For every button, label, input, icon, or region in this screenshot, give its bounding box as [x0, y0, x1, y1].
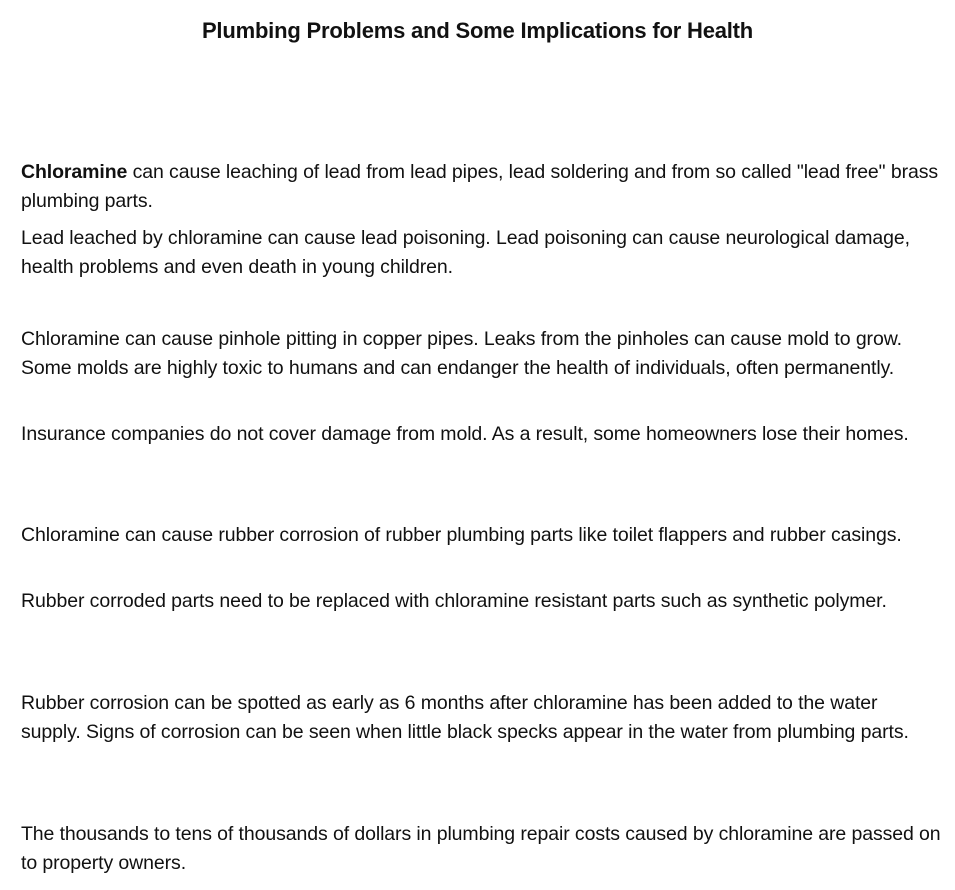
paragraph-repair-costs: The thousands to tens of thousands of dollars in plumbing repair costs caused by chloramine are passed on to property owners. — [21, 823, 941, 874]
paragraph-rubber-corrosion: Chloramine can cause rubber corrosion of rubber plumbing parts like toilet flappers and rubber casings. — [21, 524, 902, 546]
page-title: Plumbing Problems and Some Implications for Health — [201, 18, 754, 43]
paragraph-lead-leaching — [21, 158, 941, 216]
bold-term-chloramine: Chloramine — [21, 161, 128, 183]
paragraph-pinhole-pitting: Chloramine can cause pinhole pitting in copper pipes. Leaks from the pinholes can cause mold to grow. Some molds are highly toxic to humans and can endanger the health of individuals, often permanently. — [21, 328, 902, 379]
paragraph-rubber-replacement: Rubber corroded parts need to be replaced with chloramine resistant parts such as synthetic polymer. — [21, 590, 887, 612]
paragraph-corrosion-signs: Rubber corrosion can be spotted as early as 6 months after chloramine has been added to the water supply. Signs of corrosion can be seen when little black specks appear in the water from plumbing parts. — [21, 692, 909, 743]
paragraph-lead-poisoning: Lead leached by chloramine can cause lead poisoning. Lead poisoning can cause neurological damage, health problems and even death in young children. — [21, 227, 910, 278]
paragraph-insurance-mold: Insurance companies do not cover damage from mold. As a result, some homeowners lose their homes. — [21, 423, 909, 445]
paragraph-text: can cause leaching of lead from lead pipes, lead soldering and from so called "lead free" brass plumbing parts. — [21, 161, 939, 212]
